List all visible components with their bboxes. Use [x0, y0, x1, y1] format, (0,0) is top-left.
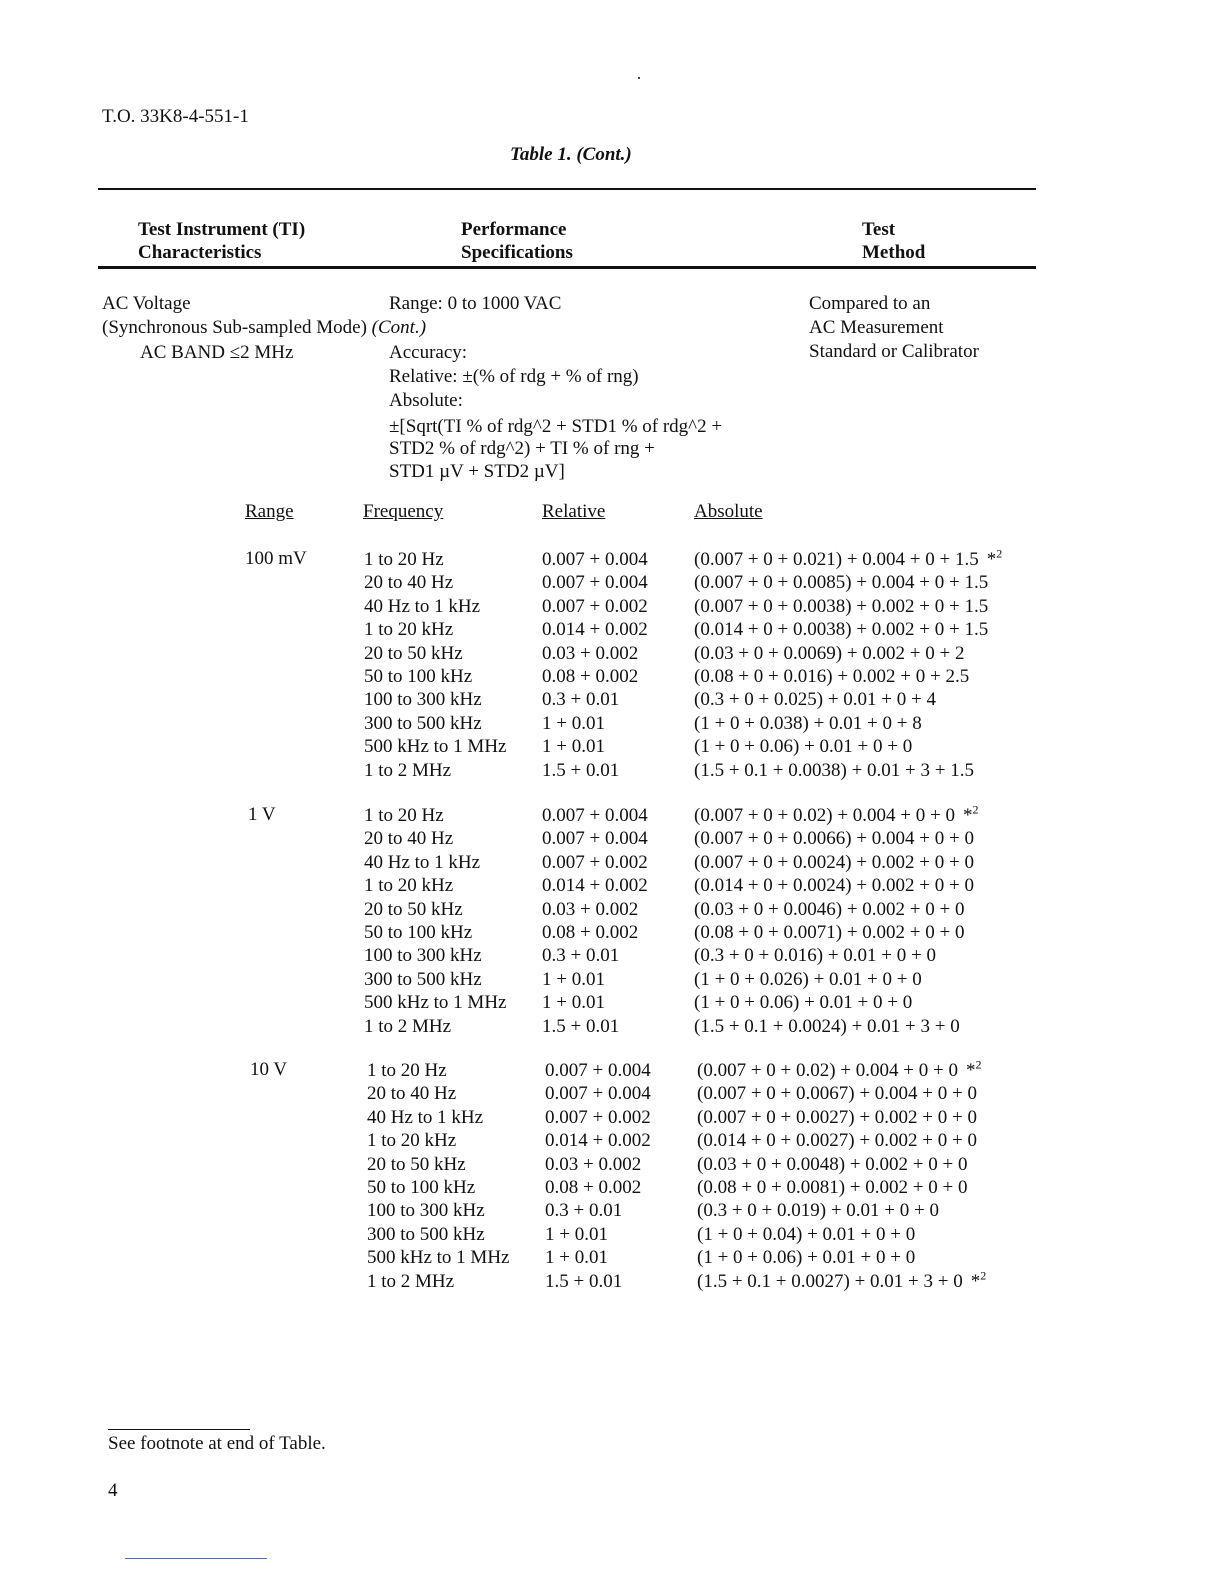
frequency-cell: 100 to 300 kHz: [367, 1200, 485, 1222]
method-block: [809, 292, 979, 364]
relative-cell: 1.5 + 0.01: [542, 759, 620, 781]
table-row: [0, 665, 1224, 688]
footnote-marker: [965, 1057, 982, 1081]
range-label: 100 mV: [245, 548, 307, 569]
absolute-cell: [694, 618, 988, 641]
footnote-ref: 2: [980, 1268, 987, 1283]
frequency-cell: 100 to 300 kHz: [364, 689, 482, 711]
frequency-cell: 500 kHz to 1 MHz: [367, 1247, 510, 1269]
subtable-header-range: Range: [245, 501, 294, 522]
absolute-value: (1.5 + 0.1 + 0.0038) + 0.01 + 3 + 1.5: [694, 759, 974, 781]
relative-cell: 0.3 + 0.01: [545, 1200, 623, 1222]
table-row: [0, 991, 1224, 1014]
parameter-mode: [102, 316, 426, 340]
column-header-specifications: [461, 218, 573, 264]
table-row: [0, 968, 1224, 991]
spec-line: STD2 % of rdg^2) + TI % of rng +: [389, 438, 655, 459]
column-header-line: Performance: [461, 219, 567, 240]
frequency-cell: 1 to 2 MHz: [367, 1270, 455, 1292]
footnote-star: *: [965, 1060, 976, 1081]
relative-cell: 0.03 + 0.002: [545, 1153, 642, 1175]
footnote-star: *: [970, 1270, 981, 1292]
scan-edge-line: [125, 1558, 267, 1559]
absolute-value: (0.03 + 0 + 0.0048) + 0.002 + 0 + 0: [697, 1153, 968, 1175]
absolute-value: (0.007 + 0 + 0.02) + 0.004 + 0 + 0: [694, 805, 955, 826]
absolute-value: (0.014 + 0 + 0.0024) + 0.002 + 0 + 0: [694, 875, 974, 897]
relative-cell: 1 + 0.01: [545, 1223, 608, 1245]
absolute-cell: [697, 1270, 986, 1293]
table-row: [0, 804, 1224, 827]
relative-cell: 1 + 0.01: [542, 968, 605, 990]
relative-cell: 0.014 + 0.002: [545, 1130, 651, 1152]
footnote-marker: [986, 546, 1003, 570]
document-id: T.O. 33K8-4-551-1: [102, 106, 249, 127]
absolute-cell: [694, 548, 1002, 571]
relative-cell: 0.007 + 0.004: [545, 1083, 651, 1105]
absolute-cell: [694, 898, 964, 921]
frequency-cell: 500 kHz to 1 MHz: [364, 736, 507, 758]
table-row: [0, 921, 1224, 944]
absolute-cell: [694, 688, 936, 711]
absolute-cell: [694, 968, 922, 991]
frequency-cell: 1 to 20 kHz: [364, 875, 454, 897]
absolute-cell: [697, 1199, 939, 1222]
table-row: [0, 1153, 1224, 1176]
header-rule: [98, 266, 1036, 269]
absolute-cell: [694, 665, 969, 688]
absolute-cell: [694, 921, 964, 944]
relative-cell: 0.007 + 0.004: [542, 828, 648, 850]
table-row: [0, 1223, 1224, 1246]
frequency-cell: 1 to 20 Hz: [367, 1060, 447, 1081]
relative-cell: 0.007 + 0.004: [542, 805, 648, 826]
absolute-cell: [694, 1015, 960, 1038]
footnote-marker: [970, 1268, 987, 1292]
table-row: [0, 1059, 1224, 1082]
absolute-value: (0.03 + 0 + 0.0069) + 0.002 + 0 + 2: [694, 642, 965, 664]
absolute-cell: [694, 991, 912, 1014]
table-row: [0, 898, 1224, 921]
absolute-value: (0.08 + 0 + 0.0071) + 0.002 + 0 + 0: [694, 922, 965, 943]
relative-cell: 0.08 + 0.002: [545, 1177, 642, 1198]
table-row: [0, 851, 1224, 874]
relative-cell: 1 + 0.01: [542, 712, 605, 734]
footnote-star: *: [986, 549, 997, 570]
relative-cell: 0.03 + 0.002: [542, 642, 639, 664]
relative-cell: 1.5 + 0.01: [545, 1270, 623, 1292]
absolute-cell: [697, 1059, 981, 1082]
relative-cell: 0.007 + 0.002: [542, 595, 648, 617]
table-row: [0, 874, 1224, 897]
frequency-cell: 300 to 500 kHz: [364, 968, 482, 990]
method-line: AC Measurement: [809, 317, 944, 338]
absolute-value: (0.3 + 0 + 0.016) + 0.01 + 0 + 0: [694, 945, 936, 967]
table-row: [0, 1270, 1224, 1293]
absolute-cell: [694, 804, 978, 827]
frequency-cell: 1 to 20 Hz: [364, 549, 444, 570]
frequency-cell: 50 to 100 kHz: [364, 666, 473, 687]
absolute-value: (0.08 + 0 + 0.0081) + 0.002 + 0 + 0: [697, 1177, 968, 1198]
absolute-cell: [694, 827, 974, 850]
footnote-text: See footnote at end of Table.: [108, 1433, 326, 1454]
relative-cell: 1 + 0.01: [542, 992, 605, 1014]
frequency-cell: 100 to 300 kHz: [364, 945, 482, 967]
scan-speck: [638, 77, 640, 79]
column-header-line: Method: [862, 242, 926, 263]
spec-line: ±[Sqrt(TI % of rdg^2 + STD1 % of rdg^2 +: [389, 416, 723, 437]
relative-cell: 1.5 + 0.01: [542, 1015, 620, 1037]
absolute-value: (0.3 + 0 + 0.019) + 0.01 + 0 + 0: [697, 1200, 939, 1222]
column-header-line: Test: [862, 219, 896, 240]
footnote-ref: 2: [975, 1057, 982, 1072]
frequency-cell: 20 to 40 Hz: [364, 828, 454, 850]
subtable-header-absolute: Absolute: [694, 501, 763, 522]
spec-line: Absolute:: [389, 390, 463, 411]
absolute-value: (0.007 + 0 + 0.0027) + 0.002 + 0 + 0: [697, 1106, 977, 1128]
frequency-cell: 20 to 50 kHz: [364, 898, 463, 920]
table-row: [0, 1106, 1224, 1129]
absolute-value: (1 + 0 + 0.06) + 0.01 + 0 + 0: [694, 992, 913, 1014]
frequency-cell: 1 to 2 MHz: [364, 759, 452, 781]
frequency-cell: 40 Hz to 1 kHz: [367, 1106, 484, 1128]
absolute-cell: [694, 712, 922, 735]
frequency-cell: 500 kHz to 1 MHz: [364, 992, 507, 1014]
absolute-value: (1 + 0 + 0.06) + 0.01 + 0 + 0: [694, 736, 913, 758]
table-row: [0, 571, 1224, 594]
absolute-cell: [694, 851, 974, 874]
range-label: 10 V: [250, 1059, 288, 1080]
relative-cell: 0.08 + 0.002: [542, 922, 639, 943]
frequency-cell: 1 to 2 MHz: [364, 1015, 452, 1037]
range-label: 1 V: [248, 804, 276, 825]
relative-cell: 0.3 + 0.01: [542, 945, 620, 967]
table-row: [0, 735, 1224, 758]
footnote-ref: 2: [972, 802, 979, 817]
frequency-cell: 50 to 100 kHz: [367, 1177, 476, 1198]
table-row: [0, 827, 1224, 850]
table-row: [0, 944, 1224, 967]
column-header-characteristics: [138, 218, 305, 264]
absolute-cell: [697, 1129, 977, 1152]
frequency-cell: 40 Hz to 1 kHz: [364, 595, 481, 617]
frequency-cell: 300 to 500 kHz: [367, 1223, 485, 1245]
absolute-value: (1.5 + 0.1 + 0.0024) + 0.01 + 3 + 0: [694, 1015, 960, 1037]
absolute-cell: [697, 1082, 977, 1105]
absolute-value: (0.014 + 0 + 0.0038) + 0.002 + 0 + 1.5: [694, 619, 989, 641]
absolute-value: (0.03 + 0 + 0.0046) + 0.002 + 0 + 0: [694, 898, 965, 920]
relative-cell: 0.007 + 0.004: [545, 1060, 651, 1081]
absolute-cell: [694, 571, 988, 594]
absolute-cell: [694, 595, 988, 618]
table-row: [0, 618, 1224, 641]
frequency-cell: 300 to 500 kHz: [364, 712, 482, 734]
relative-cell: 0.08 + 0.002: [542, 666, 639, 687]
absolute-cell: [697, 1223, 915, 1246]
absolute-value: (1 + 0 + 0.038) + 0.01 + 0 + 8: [694, 712, 922, 734]
spec-line: Range: 0 to 1000 VAC: [389, 293, 562, 314]
parameter-name: AC Voltage: [102, 293, 191, 314]
frequency-cell: 40 Hz to 1 kHz: [364, 851, 481, 873]
frequency-cell: 1 to 20 kHz: [367, 1130, 457, 1152]
absolute-value: (1.5 + 0.1 + 0.0027) + 0.01 + 3 + 0: [697, 1270, 963, 1292]
absolute-value: (0.08 + 0 + 0.016) + 0.002 + 0 + 2.5: [694, 666, 970, 687]
column-header-line: Specifications: [461, 242, 573, 263]
relative-cell: 0.014 + 0.002: [542, 619, 648, 641]
table-row: [0, 1015, 1224, 1038]
absolute-cell: [697, 1153, 967, 1176]
relative-cell: 0.007 + 0.004: [542, 549, 648, 570]
absolute-cell: [697, 1246, 915, 1269]
absolute-value: (0.007 + 0 + 0.02) + 0.004 + 0 + 0: [697, 1060, 958, 1081]
footnote-rule: [108, 1429, 250, 1430]
column-header-method: [862, 218, 925, 264]
absolute-value: (0.007 + 0 + 0.0038) + 0.002 + 0 + 1.5: [694, 595, 989, 617]
table-row: [0, 548, 1224, 571]
relative-cell: 0.007 + 0.002: [545, 1106, 651, 1128]
subtable-header-relative: Relative: [542, 501, 606, 522]
frequency-cell: 1 to 20 kHz: [364, 619, 454, 641]
absolute-cell: [694, 944, 936, 967]
subtable-header-frequency: Frequency: [363, 501, 444, 522]
table-row: [0, 688, 1224, 711]
column-header-line: Characteristics: [138, 242, 262, 263]
absolute-value: (1 + 0 + 0.06) + 0.01 + 0 + 0: [697, 1247, 916, 1269]
method-line: Compared to an: [809, 293, 931, 314]
mode-text: (Synchronous Sub-sampled Mode): [102, 317, 367, 338]
table-row: [0, 595, 1224, 618]
table-row: [0, 1176, 1224, 1199]
parameter-band: AC BAND ≤2 MHz: [140, 342, 294, 363]
page-number: 4: [108, 1480, 118, 1501]
frequency-cell: 50 to 100 kHz: [364, 922, 473, 943]
footnote-star: *: [962, 805, 973, 826]
relative-cell: 1 + 0.01: [542, 736, 605, 758]
relative-cell: 1 + 0.01: [545, 1247, 608, 1269]
absolute-value: (0.007 + 0 + 0.0085) + 0.004 + 0 + 1.5: [694, 572, 989, 594]
absolute-cell: [697, 1106, 977, 1129]
absolute-value: (0.3 + 0 + 0.025) + 0.01 + 0 + 4: [694, 689, 936, 711]
relative-cell: 0.3 + 0.01: [542, 689, 620, 711]
footnote-marker: [962, 802, 979, 826]
absolute-value: (0.007 + 0 + 0.021) + 0.004 + 0 + 1.5: [694, 549, 979, 570]
absolute-cell: [694, 874, 974, 897]
footnote-ref: 2: [996, 546, 1003, 561]
mode-cont: (Cont.): [371, 317, 427, 338]
table-row: [0, 1082, 1224, 1105]
table-title: Table 1. (Cont.): [510, 144, 632, 165]
spec-line: Accuracy:: [389, 342, 468, 363]
spec-line: STD1 µV + STD2 µV]: [389, 461, 565, 482]
absolute-cell: [694, 759, 974, 782]
frequency-cell: 20 to 50 kHz: [367, 1153, 466, 1175]
frequency-cell: 20 to 40 Hz: [364, 572, 454, 594]
column-header-line: Test Instrument (TI): [138, 219, 306, 240]
relative-cell: 0.007 + 0.002: [542, 851, 648, 873]
absolute-cell: [694, 735, 912, 758]
absolute-value: (0.007 + 0 + 0.0066) + 0.004 + 0 + 0: [694, 828, 974, 850]
absolute-cell: [697, 1176, 967, 1199]
table-row: [0, 1199, 1224, 1222]
absolute-cell: [694, 642, 964, 665]
absolute-value: (0.014 + 0 + 0.0027) + 0.002 + 0 + 0: [697, 1130, 977, 1152]
frequency-cell: 20 to 50 kHz: [364, 642, 463, 664]
table-row: [0, 712, 1224, 735]
absolute-value: (1 + 0 + 0.04) + 0.01 + 0 + 0: [697, 1223, 916, 1245]
relative-cell: 0.007 + 0.004: [542, 572, 648, 594]
top-rule: [98, 188, 1036, 190]
method-line: Standard or Calibrator: [809, 341, 979, 362]
relative-cell: 0.03 + 0.002: [542, 898, 639, 920]
relative-cell: 0.014 + 0.002: [542, 875, 648, 897]
absolute-value: (0.007 + 0 + 0.0024) + 0.002 + 0 + 0: [694, 851, 974, 873]
spec-block: [389, 292, 722, 484]
absolute-value: (1 + 0 + 0.026) + 0.01 + 0 + 0: [694, 968, 922, 990]
spec-line: Relative: ±(% of rdg + % of rng): [389, 366, 639, 387]
frequency-cell: 1 to 20 Hz: [364, 805, 444, 826]
table-row: [0, 642, 1224, 665]
table-row: [0, 759, 1224, 782]
table-row: [0, 1246, 1224, 1269]
table-row: [0, 1129, 1224, 1152]
absolute-value: (0.007 + 0 + 0.0067) + 0.004 + 0 + 0: [697, 1083, 977, 1105]
frequency-cell: 20 to 40 Hz: [367, 1083, 457, 1105]
